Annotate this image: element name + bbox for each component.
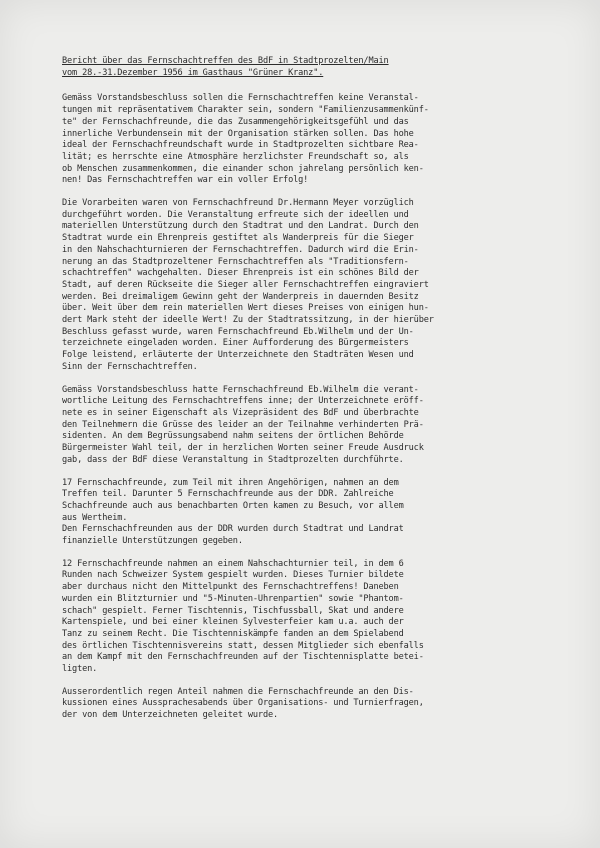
document-body xyxy=(62,56,582,733)
text-line: lität; es herrschte eine Atmosphäre herzlichster Freundschaft so, als xyxy=(62,151,409,162)
report-title xyxy=(62,56,582,79)
text-line: finanzielle Unterstützungen gegeben. xyxy=(62,536,243,547)
paragraph xyxy=(62,687,582,722)
text-line: werden. Bei dreimaligem Gewinn geht der Wanderpreis in dauernden Besitz xyxy=(62,291,419,302)
text-line: Treffen teil. Darunter 5 Fernschachfreunde aus der DDR. Zahlreiche xyxy=(62,489,394,500)
text-line: nerung an das Stadtprozeltener Fernschachtreffen als "Traditionsfern- xyxy=(62,256,409,267)
text-line: gab, dass der BdF diese Veranstaltung in Stadtprozelten durchführte. xyxy=(62,454,404,465)
text-line: Gemäss Vorstandsbeschluss hatte Fernschachfreund Eb.Wilhelm die verant- xyxy=(62,384,419,395)
text-line: wurden ein Blitzturnier und "5-Minuten-Uhrenpartien" sowie "Phantom- xyxy=(62,593,404,604)
text-line: Tanz zu seinem Recht. Die Tischtenniskämpfe fanden an dem Spielabend xyxy=(62,628,404,639)
text-line: Folge leistend, erläuterte der Unterzeichnete den Stadträten Wesen und xyxy=(62,350,414,361)
text-line: Bürgermeister Wahl teil, der in herzlichen Worten seiner Freude Ausdruck xyxy=(62,443,424,454)
text-line: wortliche Leitung des Fernschachtreffens inne; der Unterzeichnete eröff- xyxy=(62,396,424,407)
text-line: Schachfreunde auch aus benachbarten Orten kamen zu Besuch, vor allem xyxy=(62,500,404,511)
text-line: den Teilnehmern die Grüsse des leider an der Teilnahme verhinderten Prä- xyxy=(62,419,424,430)
text-line: ob Menschen zusammenkommen, die einander schon jahrelang persönlich ken- xyxy=(62,163,424,174)
text-line: innerliche Verbundensein mit der Organisation stärken sollen. Das hohe xyxy=(62,128,414,139)
text-line: terzeichnete eingeladen worden. Einer Aufforderung des Bürgermeisters xyxy=(62,338,409,349)
text-line: des örtlichen Tischtennisvereins statt, dessen Mitglieder sich ebenfalls xyxy=(62,640,424,651)
text-line: Beschluss gefasst wurde, waren Fernschachfreund Eb.Wilhelm und der Un- xyxy=(62,326,414,337)
text-line: in den Nahschachturnieren der Fernschachtreffen. Dadurch wird die Erin- xyxy=(62,244,419,255)
text-line: 12 Fernschachfreunde nahmen an einem Nahschachturnier teil, in dem 6 xyxy=(62,558,404,569)
text-line: nete es in seiner Eigenschaft als Vizepräsident des BdF und überbrachte xyxy=(62,407,419,418)
text-line: Gemäss Vorstandsbeschluss sollen die Fernschachtreffen keine Veranstal- xyxy=(62,93,419,104)
text-line: 17 Fernschachfreunde, zum Teil mit ihren Angehörigen, nahmen an dem xyxy=(62,477,399,488)
paragraph xyxy=(62,385,582,467)
text-line: sidenten. An dem Begrüssungsabend nahm seitens der örtlichen Behörde xyxy=(62,431,404,442)
text-line: ideal der Fernschachfreundschaft wurde in Stadtprozelten sichtbare Rea- xyxy=(62,140,419,151)
title-line: vom 28.-31.Dezember 1956 im Gasthaus "Grüner Kranz". xyxy=(62,67,324,78)
report-paragraphs xyxy=(62,93,582,721)
text-line: der von dem Unterzeichneten geleitet wurde. xyxy=(62,710,279,721)
text-line: Stadtrat wurde ein Ehrenpreis gestiftet als Wanderpreis für die Sieger xyxy=(62,233,414,244)
paragraph xyxy=(62,93,582,187)
text-line: materiellen Unterstützung durch den Stadtrat und den Landrat. Durch den xyxy=(62,221,419,232)
paragraph xyxy=(62,524,582,547)
paragraph xyxy=(62,198,582,374)
text-line: aus Wertheim. xyxy=(62,512,128,523)
text-line: Die Vorarbeiten waren von Fernschachfreund Dr.Hermann Meyer vorzüglich xyxy=(62,198,414,209)
text-line: über. Weit über dem rein materiellen Wert dieses Preises von einigen hun- xyxy=(62,303,429,314)
text-line: durchgeführt worden. Die Veranstaltung erfreute sich der ideellen und xyxy=(62,209,409,220)
text-line: dert Mark steht der ideelle Wert! Zu der Stadtratssitzung, in der hierüber xyxy=(62,315,434,326)
paragraph xyxy=(62,478,582,525)
text-line: Den Fernschachfreunden aus der DDR wurden durch Stadtrat und Landrat xyxy=(62,524,404,535)
paragraph xyxy=(62,559,582,676)
text-line: schachtreffen" wachgehalten. Dieser Ehrenpreis ist ein schönes Bild der xyxy=(62,268,419,279)
text-line: Runden nach Schweizer System gespielt wurden. Dieses Turnier bildete xyxy=(62,570,404,581)
text-line: aber durchaus nicht den Mittelpunkt des Fernschachtreffens! Daneben xyxy=(62,582,399,593)
text-line: kussionen eines Aussprachesabends über Organisations- und Turnierfragen, xyxy=(62,698,424,709)
text-line: tungen mit repräsentativem Charakter sein, sondern "Familienzusammenkünf- xyxy=(62,105,429,116)
text-line: Sinn der Fernschachtreffen. xyxy=(62,361,198,372)
text-line: nen! Das Fernschachtreffen war ein voller Erfolg! xyxy=(62,175,309,186)
text-line: an dem Kampf mit den Fernschachfreunden auf der Tischtennisplatte betei- xyxy=(62,652,424,663)
text-line: Stadt, auf deren Rückseite die Sieger aller Fernschachtreffen eingraviert xyxy=(62,279,429,290)
text-line: Ausserordentlich regen Anteil nahmen die Fernschachfreunde an den Dis- xyxy=(62,686,414,697)
text-line: schach" gespielt. Ferner Tischtennis, Tischfussball, Skat und andere xyxy=(62,605,404,616)
text-line: ligten. xyxy=(62,664,98,675)
text-line: te" der Fernschachfreunde, die das Zusammengehörigkeitsgefühl und das xyxy=(62,116,409,127)
text-line: Kartenspiele, und bei einer kleinen Sylvesterfeier kam u.a. auch der xyxy=(62,617,404,628)
title-line: Bericht über das Fernschachtreffen des BdF in Stadtprozelten/Main xyxy=(62,56,389,66)
